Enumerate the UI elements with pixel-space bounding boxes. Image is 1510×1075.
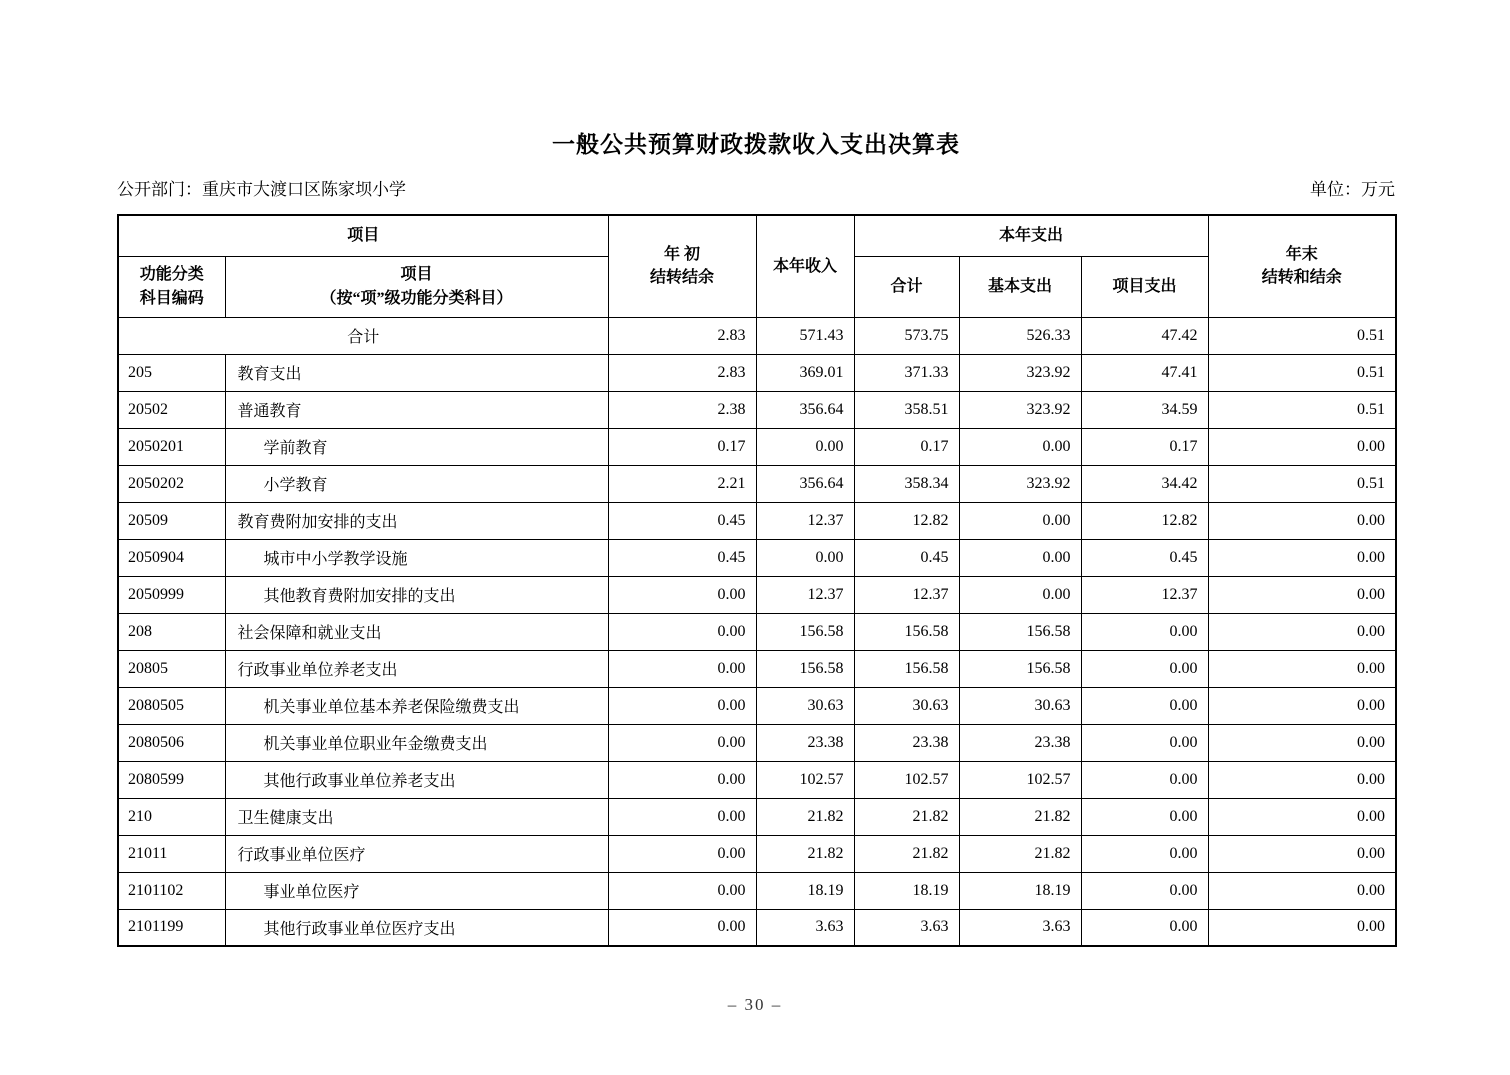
header-row-1 — [118, 215, 1396, 256]
value-cell: 21.82 — [854, 798, 959, 835]
table-row — [118, 576, 1396, 613]
value-cell: 47.41 — [1081, 354, 1208, 391]
meta-row — [117, 175, 1395, 200]
header-code-line2: 科目编码 — [139, 289, 204, 307]
value-cell: 2.21 — [608, 465, 756, 502]
value-cell: 0.00 — [1081, 613, 1208, 650]
value-cell: 34.59 — [1081, 391, 1208, 428]
code-cell: 208 — [118, 613, 225, 650]
value-cell: 12.37 — [1081, 576, 1208, 613]
department-label: 公开部门：重庆市大渡口区陈家坝小学 — [117, 180, 406, 199]
header-beginning-balance-line1: 年 初 — [664, 246, 701, 264]
value-cell: 0.00 — [608, 872, 756, 909]
value-cell: 0.00 — [1208, 724, 1396, 761]
total-label-cell: 合计 — [118, 317, 608, 354]
value-cell: 0.00 — [608, 576, 756, 613]
code-cell: 21011 — [118, 835, 225, 872]
table-row — [118, 354, 1396, 391]
value-cell: 371.33 — [854, 354, 959, 391]
document-content — [117, 126, 1395, 947]
code-cell: 2050202 — [118, 465, 225, 502]
value-cell: 21.82 — [756, 798, 854, 835]
value-cell: 0.00 — [1081, 687, 1208, 724]
table-row — [118, 835, 1396, 872]
value-cell: 18.19 — [959, 872, 1081, 909]
name-cell: 小学教育 — [225, 465, 608, 502]
value-cell: 0.17 — [1081, 428, 1208, 465]
value-cell: 323.92 — [959, 391, 1081, 428]
value-cell: 0.00 — [959, 539, 1081, 576]
value-cell: 0.17 — [608, 428, 756, 465]
value-cell: 323.92 — [959, 354, 1081, 391]
value-cell: 47.42 — [1081, 317, 1208, 354]
name-cell: 教育费附加安排的支出 — [225, 502, 608, 539]
value-cell: 0.00 — [608, 613, 756, 650]
value-cell: 356.64 — [756, 391, 854, 428]
value-cell: 156.58 — [756, 613, 854, 650]
header-code-line1: 功能分类 — [139, 266, 204, 284]
name-cell: 其他教育费附加安排的支出 — [225, 576, 608, 613]
value-cell: 156.58 — [959, 613, 1081, 650]
name-cell: 社会保障和就业支出 — [225, 613, 608, 650]
code-cell: 20509 — [118, 502, 225, 539]
value-cell: 0.00 — [1208, 502, 1396, 539]
value-cell: 0.00 — [1208, 576, 1396, 613]
name-cell: 普通教育 — [225, 391, 608, 428]
header-current-income: 本年收入 — [756, 215, 854, 317]
value-cell: 0.00 — [1208, 428, 1396, 465]
value-cell: 0.00 — [1081, 872, 1208, 909]
value-cell: 12.82 — [1081, 502, 1208, 539]
value-cell: 156.58 — [959, 650, 1081, 687]
value-cell: 12.82 — [854, 502, 959, 539]
value-cell: 2.83 — [608, 317, 756, 354]
name-cell: 其他行政事业单位养老支出 — [225, 761, 608, 798]
table-row — [118, 650, 1396, 687]
table-row — [118, 909, 1396, 946]
value-cell: 0.00 — [1208, 761, 1396, 798]
value-cell: 3.63 — [854, 909, 959, 946]
value-cell: 156.58 — [854, 613, 959, 650]
code-cell: 2050201 — [118, 428, 225, 465]
code-cell: 2080505 — [118, 687, 225, 724]
value-cell: 23.38 — [756, 724, 854, 761]
value-cell: 0.00 — [608, 798, 756, 835]
code-cell: 2101199 — [118, 909, 225, 946]
name-cell: 行政事业单位医疗 — [225, 835, 608, 872]
value-cell: 12.37 — [756, 502, 854, 539]
value-cell: 0.51 — [1208, 465, 1396, 502]
table-row — [118, 687, 1396, 724]
table-row — [118, 502, 1396, 539]
value-cell: 0.00 — [756, 428, 854, 465]
value-cell: 0.45 — [608, 539, 756, 576]
value-cell: 18.19 — [854, 872, 959, 909]
code-cell: 2050999 — [118, 576, 225, 613]
value-cell: 34.42 — [1081, 465, 1208, 502]
value-cell: 0.45 — [854, 539, 959, 576]
value-cell: 573.75 — [854, 317, 959, 354]
value-cell: 0.00 — [1208, 835, 1396, 872]
value-cell: 102.57 — [959, 761, 1081, 798]
value-cell: 0.00 — [1081, 761, 1208, 798]
value-cell: 18.19 — [756, 872, 854, 909]
value-cell: 0.00 — [756, 539, 854, 576]
value-cell: 3.63 — [959, 909, 1081, 946]
name-cell: 学前教育 — [225, 428, 608, 465]
page-title: 一般公共预算财政拨款收入支出决算表 — [552, 132, 960, 157]
value-cell: 0.45 — [1081, 539, 1208, 576]
value-cell: 356.64 — [756, 465, 854, 502]
code-cell: 2050904 — [118, 539, 225, 576]
header-ending-balance-line1: 年末 — [1285, 246, 1318, 264]
table-row — [118, 391, 1396, 428]
table-row — [118, 613, 1396, 650]
value-cell: 156.58 — [756, 650, 854, 687]
value-cell: 358.51 — [854, 391, 959, 428]
header-ending-balance-line2: 结转和结余 — [1261, 269, 1342, 287]
table-row — [118, 761, 1396, 798]
value-cell: 0.00 — [1208, 687, 1396, 724]
table-row — [118, 465, 1396, 502]
value-cell: 0.45 — [608, 502, 756, 539]
value-cell: 30.63 — [854, 687, 959, 724]
value-cell: 0.51 — [1208, 391, 1396, 428]
value-cell: 0.00 — [608, 724, 756, 761]
value-cell: 0.00 — [1208, 909, 1396, 946]
value-cell: 0.00 — [608, 909, 756, 946]
value-cell: 0.00 — [959, 576, 1081, 613]
value-cell: 358.34 — [854, 465, 959, 502]
header-expenditure-basic: 基本支出 — [959, 256, 1081, 317]
code-cell: 2101102 — [118, 872, 225, 909]
header-name-line2: （按“项”级功能分类科目） — [320, 289, 513, 307]
name-cell: 其他行政事业单位医疗支出 — [225, 909, 608, 946]
header-name-column — [225, 256, 608, 317]
value-cell: 0.00 — [1081, 798, 1208, 835]
table-row — [118, 872, 1396, 909]
value-cell: 0.51 — [1208, 354, 1396, 391]
value-cell: 571.43 — [756, 317, 854, 354]
code-cell: 20502 — [118, 391, 225, 428]
value-cell: 30.63 — [756, 687, 854, 724]
code-cell: 20805 — [118, 650, 225, 687]
value-cell: 12.37 — [854, 576, 959, 613]
name-cell: 教育支出 — [225, 354, 608, 391]
name-cell: 城市中小学教学设施 — [225, 539, 608, 576]
value-cell: 0.00 — [1208, 613, 1396, 650]
value-cell: 0.00 — [608, 687, 756, 724]
name-cell: 卫生健康支出 — [225, 798, 608, 835]
value-cell: 21.82 — [756, 835, 854, 872]
value-cell: 0.00 — [1208, 650, 1396, 687]
value-cell: 102.57 — [854, 761, 959, 798]
header-expenditure-group: 本年支出 — [854, 215, 1208, 256]
code-cell: 2080506 — [118, 724, 225, 761]
table-row — [118, 428, 1396, 465]
table-row — [118, 724, 1396, 761]
value-cell: 0.00 — [959, 428, 1081, 465]
value-cell: 0.00 — [608, 835, 756, 872]
value-cell: 0.51 — [1208, 317, 1396, 354]
header-name-line1: 项目 — [400, 266, 433, 284]
value-cell: 21.82 — [959, 835, 1081, 872]
name-cell: 行政事业单位养老支出 — [225, 650, 608, 687]
value-cell: 23.38 — [959, 724, 1081, 761]
header-ending-balance — [1208, 215, 1396, 317]
value-cell: 0.00 — [608, 650, 756, 687]
unit-label: 单位：万元 — [1310, 180, 1395, 199]
value-cell: 0.00 — [1081, 650, 1208, 687]
value-cell: 2.38 — [608, 391, 756, 428]
table-row — [118, 798, 1396, 835]
table-row — [118, 539, 1396, 576]
total-row — [118, 317, 1396, 354]
value-cell: 0.00 — [608, 761, 756, 798]
value-cell: 21.82 — [959, 798, 1081, 835]
value-cell: 12.37 — [756, 576, 854, 613]
value-cell: 3.63 — [756, 909, 854, 946]
value-cell: 0.00 — [1081, 724, 1208, 761]
header-beginning-balance — [608, 215, 756, 317]
value-cell: 0.00 — [959, 502, 1081, 539]
value-cell: 0.00 — [1208, 798, 1396, 835]
value-cell: 0.17 — [854, 428, 959, 465]
value-cell: 23.38 — [854, 724, 959, 761]
value-cell: 369.01 — [756, 354, 854, 391]
value-cell: 0.00 — [1208, 539, 1396, 576]
code-cell: 2080599 — [118, 761, 225, 798]
page-number: – 30 – — [727, 995, 783, 1014]
header-expenditure-total: 合计 — [854, 256, 959, 317]
value-cell: 0.00 — [1208, 872, 1396, 909]
value-cell: 323.92 — [959, 465, 1081, 502]
code-cell: 210 — [118, 798, 225, 835]
value-cell: 156.58 — [854, 650, 959, 687]
value-cell: 102.57 — [756, 761, 854, 798]
name-cell: 机关事业单位职业年金缴费支出 — [225, 724, 608, 761]
budget-table — [117, 214, 1397, 947]
header-expenditure-project: 项目支出 — [1081, 256, 1208, 317]
value-cell: 526.33 — [959, 317, 1081, 354]
header-item-group: 项目 — [118, 215, 608, 256]
name-cell: 事业单位医疗 — [225, 872, 608, 909]
value-cell: 0.00 — [1081, 909, 1208, 946]
value-cell: 2.83 — [608, 354, 756, 391]
value-cell: 0.00 — [1081, 835, 1208, 872]
code-cell: 205 — [118, 354, 225, 391]
header-code-column — [118, 256, 225, 317]
value-cell: 21.82 — [854, 835, 959, 872]
value-cell: 30.63 — [959, 687, 1081, 724]
header-beginning-balance-line2: 结转结余 — [650, 269, 715, 287]
name-cell: 机关事业单位基本养老保险缴费支出 — [225, 687, 608, 724]
